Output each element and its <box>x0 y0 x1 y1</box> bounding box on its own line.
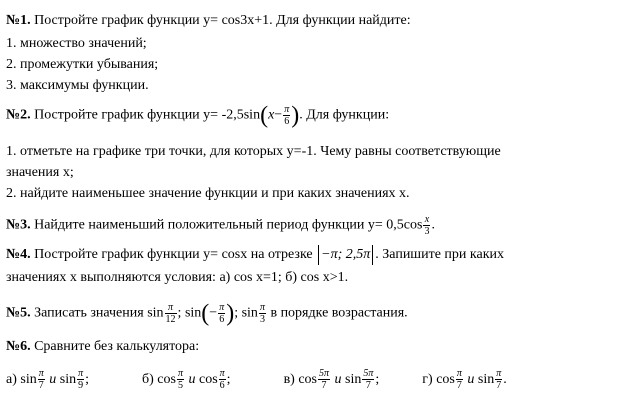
function-name: cos <box>436 371 455 387</box>
fraction-denominator: 6 <box>219 380 225 391</box>
comparison-fraction <box>219 368 226 391</box>
function-name: cos <box>298 371 318 387</box>
fraction-denominator: 7 <box>38 380 44 391</box>
problem-2-heading <box>6 104 389 127</box>
problem-4-post: . Запишите при каких <box>375 247 504 263</box>
comparison-fraction <box>177 368 184 391</box>
close-paren: ) <box>291 102 300 129</box>
function-name: cos <box>198 371 218 387</box>
function-name: sin <box>477 371 495 387</box>
problem-3-pre: Найдите наименьший положительный период функции y= 0,5cos <box>34 217 423 233</box>
problem-6-number: №6. <box>6 339 31 354</box>
fraction-denominator: 7 <box>496 380 502 391</box>
problem-5-heading: №5. Записать значения sin $\frac{\pi}{12}$ ; sin(− $\frac{\pi}{6}$ ); sin $\frac{\pi}{3}$ в порядке возрастания. <box>6 300 408 327</box>
open-paren: ( <box>260 102 269 129</box>
problem-5-post: в порядке возрастания. <box>270 305 408 321</box>
and-word: и <box>467 371 475 387</box>
problem-3-heading <box>6 214 435 237</box>
function-name: sin <box>20 371 37 387</box>
comparison-c <box>283 368 383 391</box>
comparison-label: г) <box>422 371 433 387</box>
fraction-numerator: π <box>259 302 265 313</box>
fraction-numerator: π <box>38 368 44 379</box>
comparison-end: ; <box>85 371 89 387</box>
comparison-d <box>422 368 507 391</box>
problem-5-fraction-3 <box>259 302 266 325</box>
comparison-label: а) <box>6 371 17 387</box>
problem-4-pre: Постройте график функции y= cosx на отрезке <box>34 247 313 263</box>
comparison-end: ; <box>226 371 231 387</box>
fraction-numerator: π <box>456 368 462 379</box>
fraction-denominator: 12 <box>165 314 176 325</box>
problem-4-number: №4. <box>6 247 31 263</box>
problem-2-minus: − <box>274 107 283 123</box>
fraction-numerator: π <box>284 104 290 115</box>
problem-2-pre: Постройте график функции y= -2,5sin <box>34 107 261 123</box>
comparison-fraction <box>495 368 502 391</box>
problem-4-heading <box>6 245 504 265</box>
problem-2-item-1-cont: значения x; <box>6 165 74 180</box>
fraction-denominator: 7 <box>456 380 462 391</box>
function-name: sin <box>345 371 362 387</box>
comparison-a <box>6 368 93 391</box>
comparison-b <box>142 368 234 391</box>
problem-2-item-1: 1. отметьте на графике три точки, для которых y=-1. Чему равны соответствующие <box>6 144 501 159</box>
problem-5-sin-2: sin <box>184 305 202 321</box>
problem-5-number: №5. <box>6 305 31 321</box>
comparison-end: ; <box>375 371 380 387</box>
comparison-fraction <box>362 368 374 391</box>
problem-5-fraction-2 <box>218 302 225 325</box>
comparison-end: . <box>503 371 507 387</box>
comparison-fraction <box>77 368 84 391</box>
problem-2-item-2: 2. найдите наименьшее значение функции и при каких значениях x. <box>6 186 410 201</box>
fraction-denominator: 3 <box>259 314 265 325</box>
problem-3-number: №3. <box>6 217 31 233</box>
open-paren: ( <box>201 300 210 327</box>
fraction-denominator: 3 <box>424 226 430 237</box>
fraction-denominator: 5 <box>177 380 183 391</box>
problem-5-fraction-1 <box>165 302 177 325</box>
function-name: sin <box>59 371 77 387</box>
comparison-fraction <box>456 368 463 391</box>
problem-1-item-1: 1. множество значений; <box>6 36 147 51</box>
problem-3-post: . <box>431 217 435 233</box>
problem-4-line-2: значениях x выполняются условия: а) cos x=1; б) cos x>1. <box>6 270 349 285</box>
and-word: и <box>334 371 342 387</box>
and-word: и <box>49 371 57 387</box>
problem-5-sin-3: sin <box>241 305 258 321</box>
problem-1-heading <box>6 12 411 30</box>
problem-1-item-3: 3. максимумы функции. <box>6 78 149 93</box>
problem-2-x: x <box>268 107 275 123</box>
problem-6-comparisons <box>6 368 507 391</box>
problem-2-number: №2. <box>6 107 31 123</box>
fraction-numerator: π <box>78 368 84 379</box>
problem-1-number: №1. <box>6 13 31 28</box>
fraction-denominator: 6 <box>284 116 290 127</box>
interval-left-bracket <box>318 245 319 265</box>
comparison-fraction <box>38 368 45 391</box>
comparison-label: в) <box>283 371 295 387</box>
fraction-numerator: π <box>177 368 183 379</box>
problem-1-text: Постройте график функции y= cos3x+1. Для функции найдите: <box>34 13 411 28</box>
comparison-fraction <box>318 368 330 391</box>
problem-3-fraction <box>423 214 430 237</box>
problem-4-interval: −π; 2,5π <box>321 247 371 263</box>
problem-6-heading <box>6 338 199 356</box>
function-name: cos <box>157 371 176 387</box>
and-word: и <box>188 371 196 387</box>
fraction-numerator: π <box>165 302 177 314</box>
fraction-denominator: 9 <box>78 380 84 391</box>
fraction-numerator: π <box>219 302 225 313</box>
problem-2-post: . Для функции: <box>299 107 390 123</box>
comparison-label: б) <box>142 371 154 387</box>
close-paren: ) <box>226 300 235 327</box>
fraction-numerator: 5π <box>319 368 330 379</box>
fraction-numerator: π <box>219 368 225 379</box>
problem-1-item-2: 2. промежутки убывания; <box>6 57 159 72</box>
fraction-numerator: π <box>496 368 502 379</box>
fraction-denominator: 7 <box>365 380 371 391</box>
fraction-numerator: 5π <box>363 368 374 379</box>
problem-2-fraction <box>283 104 290 127</box>
problem-5-sin-1: sin <box>147 305 164 321</box>
fraction-numerator: x <box>424 214 430 225</box>
fraction-denominator: 7 <box>321 380 327 391</box>
problem-5-pre: Записать значения <box>34 305 144 321</box>
fraction-denominator: 6 <box>219 314 225 325</box>
problem-6-text: Сравните без калькулятора: <box>34 339 200 354</box>
interval-right-bracket <box>372 245 373 265</box>
